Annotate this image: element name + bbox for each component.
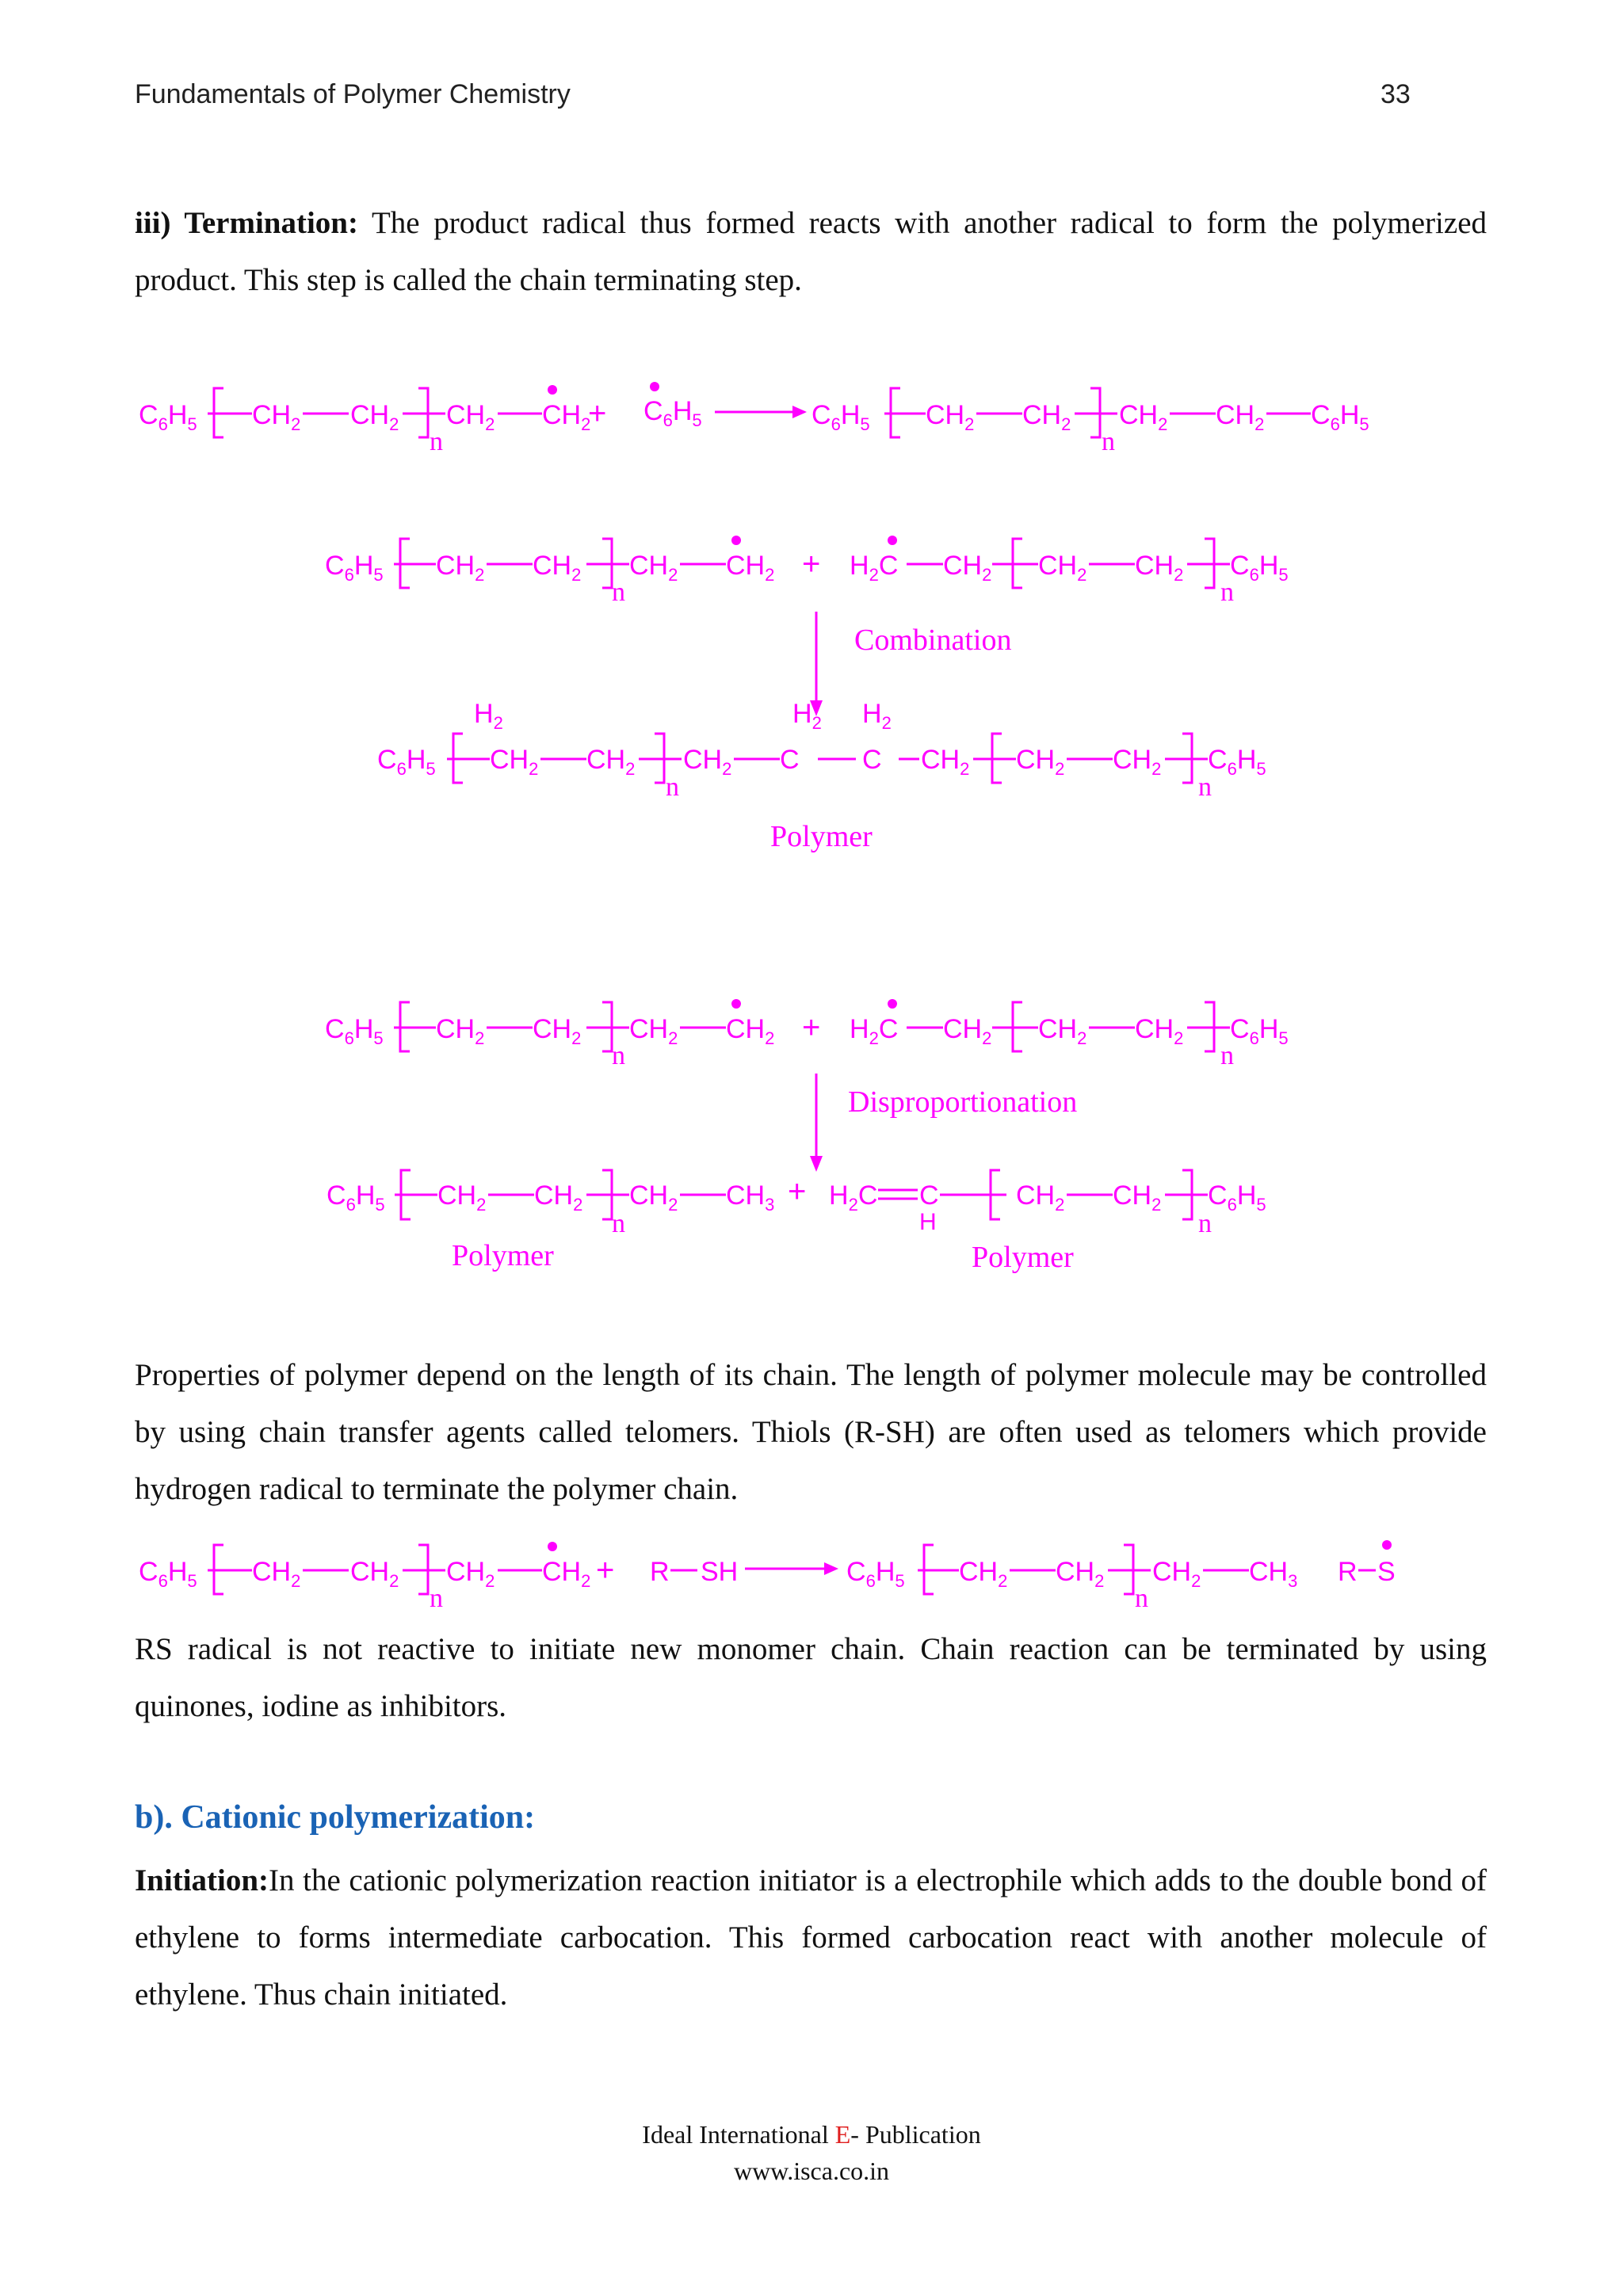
book-title: Fundamentals of Polymer Chemistry <box>135 79 571 109</box>
svg-text:C6H5: $C_6H_5$ <box>1208 1180 1266 1215</box>
svg-text:n: n <box>1102 427 1115 456</box>
svg-text:C6H5: $C_6H_5$ <box>327 1180 385 1215</box>
svg-text:C6H5: $C_6H_5$ <box>1230 551 1289 585</box>
svg-text:CH2: $CH_2$ <box>446 1557 495 1591</box>
svg-text:CH2: $CH_2$ <box>1135 1014 1184 1048</box>
scheme-thiol-transfer <box>0 1529 1623 1616</box>
cationic-initiation-paragraph <box>135 1852 1487 2023</box>
svg-text:n: n <box>666 772 679 802</box>
svg-text:CH3: $CH_3$ <box>726 1180 775 1215</box>
svg-text:n: n <box>612 578 625 607</box>
svg-text:C: C <box>780 745 800 775</box>
svg-text:CH3: $CH_3$ <box>1249 1557 1298 1591</box>
svg-text:CH2: $CH_2$ <box>1113 745 1162 779</box>
svg-text:CH2: $CH_2$ <box>542 1557 591 1591</box>
svg-text:CH2: $CH_2$ <box>1056 1557 1105 1591</box>
svg-text:CH2: $CH_2$ <box>436 1014 485 1048</box>
svg-text:+: + <box>788 1174 807 1209</box>
svg-text:C6H5: $C_6H_5$ <box>325 1014 384 1048</box>
svg-text:CH2: $CH_2$ <box>926 400 975 434</box>
svg-text:CH2: $CH_2$ <box>437 1180 487 1215</box>
svg-text:CH2: $CH_2$ <box>436 551 485 585</box>
svg-text:H2: $H_2$ <box>862 699 892 733</box>
svg-text:CH2: $CH_2$ <box>943 551 992 585</box>
svg-text:H2C: $H_2C$ <box>829 1180 878 1215</box>
initiation-text: In the cationic polymerization reaction initiator is a electrophile which adds to the double bond of ethylene to forms intermediate carbocation. This formed carbocation react with another molecule of ethylene. Thus chain initiated. <box>135 1863 1487 2012</box>
svg-text:C6H5: $C_6H_5$ <box>1311 400 1369 434</box>
footer-publisher <box>0 2120 1623 2149</box>
publisher-prefix: Ideal International <box>642 2120 835 2149</box>
svg-text:n: n <box>1198 772 1212 802</box>
cationic-heading: b). Cationic polymerization: <box>135 1799 536 1836</box>
svg-text:CH2: $CH_2$ <box>252 1557 301 1591</box>
svg-text:CH2: $CH_2$ <box>1038 1014 1087 1048</box>
combination-polymer-label: Polymer <box>770 820 873 853</box>
svg-text:C: C <box>919 1180 939 1211</box>
svg-text:CH2: $CH_2$ <box>1119 400 1168 434</box>
svg-text:CH2: $CH_2$ <box>629 1180 678 1215</box>
svg-text:n: n <box>430 1584 443 1613</box>
combination-label: Combination <box>854 624 1012 657</box>
svg-text:H2: $H_2$ <box>792 699 822 733</box>
svg-text:CH2: $CH_2$ <box>726 551 775 585</box>
svg-text:C6H5: $C_6H_5$ <box>1208 745 1266 779</box>
svg-text:n: n <box>1198 1209 1212 1238</box>
svg-text:CH2: $CH_2$ <box>726 1014 775 1048</box>
svg-text:+: + <box>802 1010 821 1045</box>
svg-text:C6H5: $C_6H_5$ <box>846 1557 905 1591</box>
scheme-combination <box>0 523 1623 871</box>
disproportionation-polymer-label-right: Polymer <box>972 1241 1074 1274</box>
svg-text:n: n <box>430 427 443 456</box>
svg-text:CH2: $CH_2$ <box>446 400 495 434</box>
svg-text:n: n <box>1135 1584 1148 1613</box>
termination-text: The product radical thus formed reacts with another radical to form the polymerized product. This step is called the chain terminating step. <box>135 206 1487 297</box>
svg-text:CH2: $CH_2$ <box>959 1557 1008 1591</box>
svg-text:CH2: $CH_2$ <box>629 551 678 585</box>
svg-text:CH2: $CH_2$ <box>629 1014 678 1048</box>
svg-text:CH2: $CH_2$ <box>683 745 732 779</box>
termination-lead: iii) Termination: <box>135 206 358 240</box>
svg-text:n: n <box>1220 1041 1234 1070</box>
page-number: 33 <box>1381 79 1411 109</box>
svg-text:H2C: $H_2C$ <box>850 1014 899 1048</box>
svg-text:C6H5: $C_6H_5$ <box>139 1557 197 1591</box>
svg-text:CH2: $CH_2$ <box>350 1557 399 1591</box>
scheme-disproportionation <box>0 986 1623 1287</box>
svg-text:SH: SH <box>701 1557 739 1587</box>
svg-text:CH2: $CH_2$ <box>1038 551 1087 585</box>
svg-text:CH2: $CH_2$ <box>1135 551 1184 585</box>
svg-text:CH2: $CH_2$ <box>1022 400 1071 434</box>
svg-text:CH2: $CH_2$ <box>1152 1557 1201 1591</box>
scheme-phenyl-termination <box>0 372 1623 460</box>
svg-text:CH2: $CH_2$ <box>533 551 582 585</box>
svg-text:CH2: $CH_2$ <box>1216 400 1265 434</box>
svg-text:C6H5: $C_6H_5$ <box>643 396 702 430</box>
svg-text:n: n <box>612 1209 625 1238</box>
publisher-e: E <box>834 2120 851 2149</box>
svg-text:C6H5: $C_6H_5$ <box>139 400 197 434</box>
svg-text:CH2: $CH_2$ <box>490 745 539 779</box>
svg-text:+: + <box>802 547 821 582</box>
svg-text:CH2: $CH_2$ <box>542 400 591 434</box>
svg-text:CH2: $CH_2$ <box>533 1014 582 1048</box>
svg-text:H2C: $H_2C$ <box>850 551 899 585</box>
telomer-paragraph: Properties of polymer depend on the length of its chain. The length of polymer molecule may be controlled by using chain transfer agents called telomers. Thiols (R-SH) are often used as telomers which provide hydrogen radical to terminate the polymer chain. <box>135 1358 1487 1506</box>
svg-text:C6H5: $C_6H_5$ <box>377 745 436 779</box>
svg-text:CH2: $CH_2$ <box>252 400 301 434</box>
svg-text:CH2: $CH_2$ <box>1016 745 1065 779</box>
svg-text:CH2: $CH_2$ <box>586 745 636 779</box>
svg-text:C: C <box>862 745 882 775</box>
svg-text:C6H5: $C_6H_5$ <box>325 551 384 585</box>
svg-text:CH2: $CH_2$ <box>943 1014 992 1048</box>
footer-website: www.isca.co.in <box>733 2157 890 2185</box>
svg-text:+: + <box>588 396 607 431</box>
rs-radical-paragraph: RS radical is not reactive to initiate new monomer chain. Chain reaction can be terminated by using quinones, iodine as inhibitors. <box>135 1632 1487 1723</box>
svg-text:R: R <box>1338 1557 1358 1587</box>
svg-text:H: H <box>919 1209 937 1235</box>
svg-text:CH2: $CH_2$ <box>921 745 970 779</box>
svg-text:CH2: $CH_2$ <box>1016 1180 1065 1215</box>
svg-text:CH2: $CH_2$ <box>1113 1180 1162 1215</box>
svg-text:C6H5: $C_6H_5$ <box>1230 1014 1289 1048</box>
svg-text:S: S <box>1377 1557 1396 1587</box>
svg-text:H2: $H_2$ <box>474 699 503 733</box>
disproportionation-polymer-label-left: Polymer <box>452 1239 554 1272</box>
svg-text:n: n <box>612 1041 625 1070</box>
publisher-suffix: - Publication <box>850 2120 981 2149</box>
svg-text:n: n <box>1220 578 1234 607</box>
svg-text:CH2: $CH_2$ <box>534 1180 583 1215</box>
svg-text:R: R <box>650 1557 670 1587</box>
svg-text:C6H5: $C_6H_5$ <box>812 400 870 434</box>
disproportionation-label: Disproportionation <box>848 1085 1078 1119</box>
svg-text:CH2: $CH_2$ <box>350 400 399 434</box>
svg-text:+: + <box>596 1553 615 1588</box>
termination-paragraph <box>135 195 1487 309</box>
initiation-lead: Initiation: <box>135 1863 269 1897</box>
